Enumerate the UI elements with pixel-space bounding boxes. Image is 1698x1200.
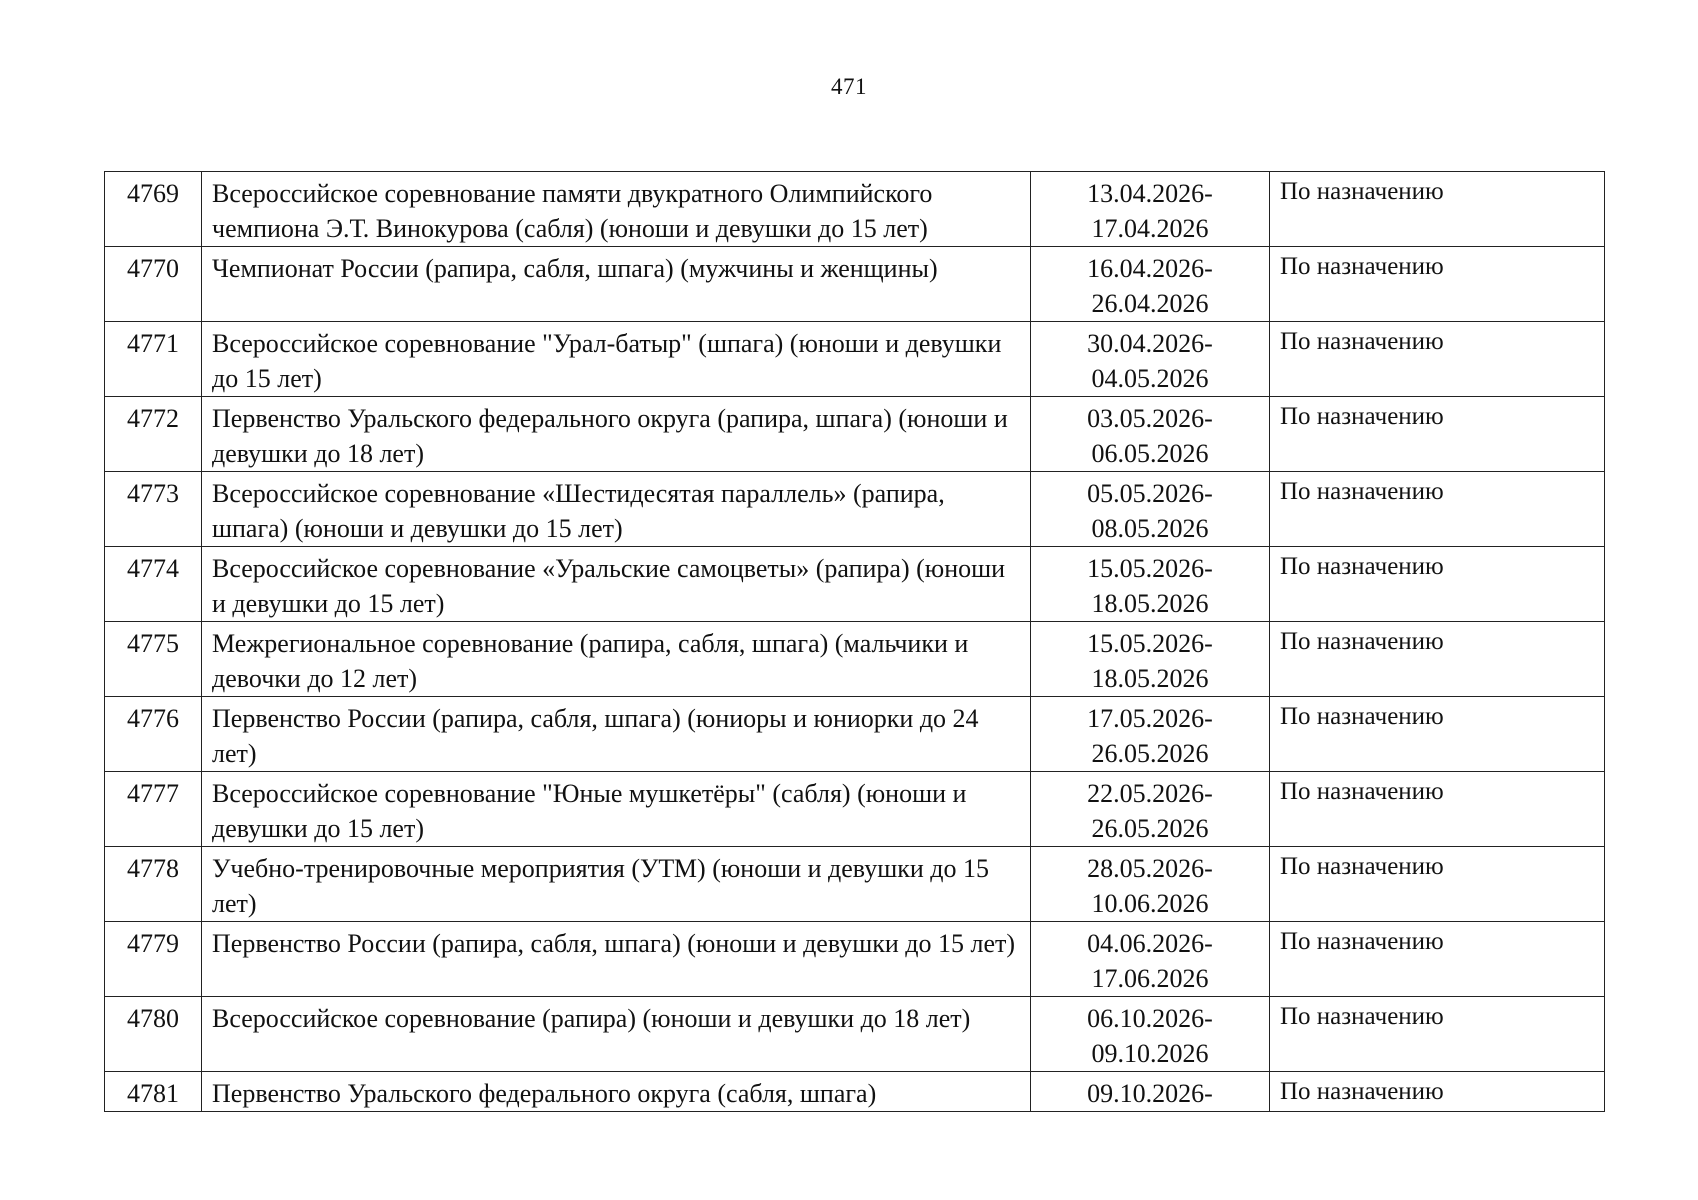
event-number: 4777 — [105, 772, 202, 847]
event-dates: 22.05.2026- 26.05.2026 — [1031, 772, 1270, 847]
event-name: Учебно-тренировочные мероприятия (УТМ) (юноши и девушки до 15 лет) — [202, 847, 1031, 922]
table-row — [105, 172, 1605, 247]
event-name: Всероссийское соревнование "Юные мушкетёры" (сабля) (юноши и девушки до 15 лет) — [202, 772, 1031, 847]
event-place: По назначению — [1270, 697, 1605, 772]
event-place: По назначению — [1270, 847, 1605, 922]
event-place: По назначению — [1270, 172, 1605, 247]
event-dates: 15.05.2026- 18.05.2026 — [1031, 622, 1270, 697]
event-dates: 05.05.2026- 08.05.2026 — [1031, 472, 1270, 547]
table-row — [105, 847, 1605, 922]
event-dates: 09.10.2026- — [1031, 1072, 1270, 1112]
event-dates: 28.05.2026- 10.06.2026 — [1031, 847, 1270, 922]
event-place: По назначению — [1270, 397, 1605, 472]
event-place: По назначению — [1270, 547, 1605, 622]
event-number: 4780 — [105, 997, 202, 1072]
event-dates: 16.04.2026- 26.04.2026 — [1031, 247, 1270, 322]
event-name: Всероссийское соревнование «Шестидесятая параллель» (рапира, шпага) (юноши и девушки до 15 лет) — [202, 472, 1031, 547]
event-name: Первенство России (рапира, сабля, шпага) (юниоры и юниорки до 24 лет) — [202, 697, 1031, 772]
table-row — [105, 397, 1605, 472]
event-dates: 30.04.2026- 04.05.2026 — [1031, 322, 1270, 397]
event-name: Всероссийское соревнование памяти двукратного Олимпийского чемпиона Э.Т. Винокурова (сабля) (юноши и девушки до 15 лет) — [202, 172, 1031, 247]
table-row — [105, 697, 1605, 772]
event-name: Всероссийское соревнование «Уральские самоцветы» (рапира) (юноши и девушки до 15 лет) — [202, 547, 1031, 622]
event-number: 4778 — [105, 847, 202, 922]
event-name: Первенство России (рапира, сабля, шпага) (юноши и девушки до 15 лет) — [202, 922, 1031, 997]
event-name: Первенство Уральского федерального округа (рапира, шпага) (юноши и девушки до 18 лет) — [202, 397, 1031, 472]
event-number: 4769 — [105, 172, 202, 247]
event-dates: 06.10.2026- 09.10.2026 — [1031, 997, 1270, 1072]
table-row — [105, 622, 1605, 697]
event-dates: 03.05.2026- 06.05.2026 — [1031, 397, 1270, 472]
events-table — [104, 171, 1605, 1112]
event-dates: 04.06.2026- 17.06.2026 — [1031, 922, 1270, 997]
table-row — [105, 247, 1605, 322]
event-place: По назначению — [1270, 997, 1605, 1072]
event-name: Первенство Уральского федерального округа (сабля, шпага) — [202, 1072, 1031, 1112]
event-name: Всероссийское соревнование (рапира) (юноши и девушки до 18 лет) — [202, 997, 1031, 1072]
event-name: Всероссийское соревнование "Урал-батыр" (шпага) (юноши и девушки до 15 лет) — [202, 322, 1031, 397]
event-place: По назначению — [1270, 922, 1605, 997]
event-place: По назначению — [1270, 622, 1605, 697]
event-number: 4775 — [105, 622, 202, 697]
event-name: Чемпионат России (рапира, сабля, шпага) (мужчины и женщины) — [202, 247, 1031, 322]
event-dates: 17.05.2026- 26.05.2026 — [1031, 697, 1270, 772]
table-row — [105, 472, 1605, 547]
table-row — [105, 1072, 1605, 1112]
event-place: По назначению — [1270, 247, 1605, 322]
event-dates: 15.05.2026- 18.05.2026 — [1031, 547, 1270, 622]
table-row — [105, 922, 1605, 997]
event-place: По назначению — [1270, 472, 1605, 547]
event-number: 4781 — [105, 1072, 202, 1112]
event-name: Межрегиональное соревнование (рапира, сабля, шпага) (мальчики и девочки до 12 лет) — [202, 622, 1031, 697]
event-place: По назначению — [1270, 322, 1605, 397]
table-row — [105, 322, 1605, 397]
event-dates: 13.04.2026- 17.04.2026 — [1031, 172, 1270, 247]
event-number: 4772 — [105, 397, 202, 472]
event-number: 4773 — [105, 472, 202, 547]
event-place: По назначению — [1270, 772, 1605, 847]
event-number: 4779 — [105, 922, 202, 997]
page-number: 471 — [831, 74, 867, 99]
event-place: По назначению — [1270, 1072, 1605, 1112]
table-row — [105, 997, 1605, 1072]
event-number: 4776 — [105, 697, 202, 772]
event-number: 4774 — [105, 547, 202, 622]
table-row — [105, 772, 1605, 847]
table-row — [105, 547, 1605, 622]
event-number: 4770 — [105, 247, 202, 322]
event-number: 4771 — [105, 322, 202, 397]
